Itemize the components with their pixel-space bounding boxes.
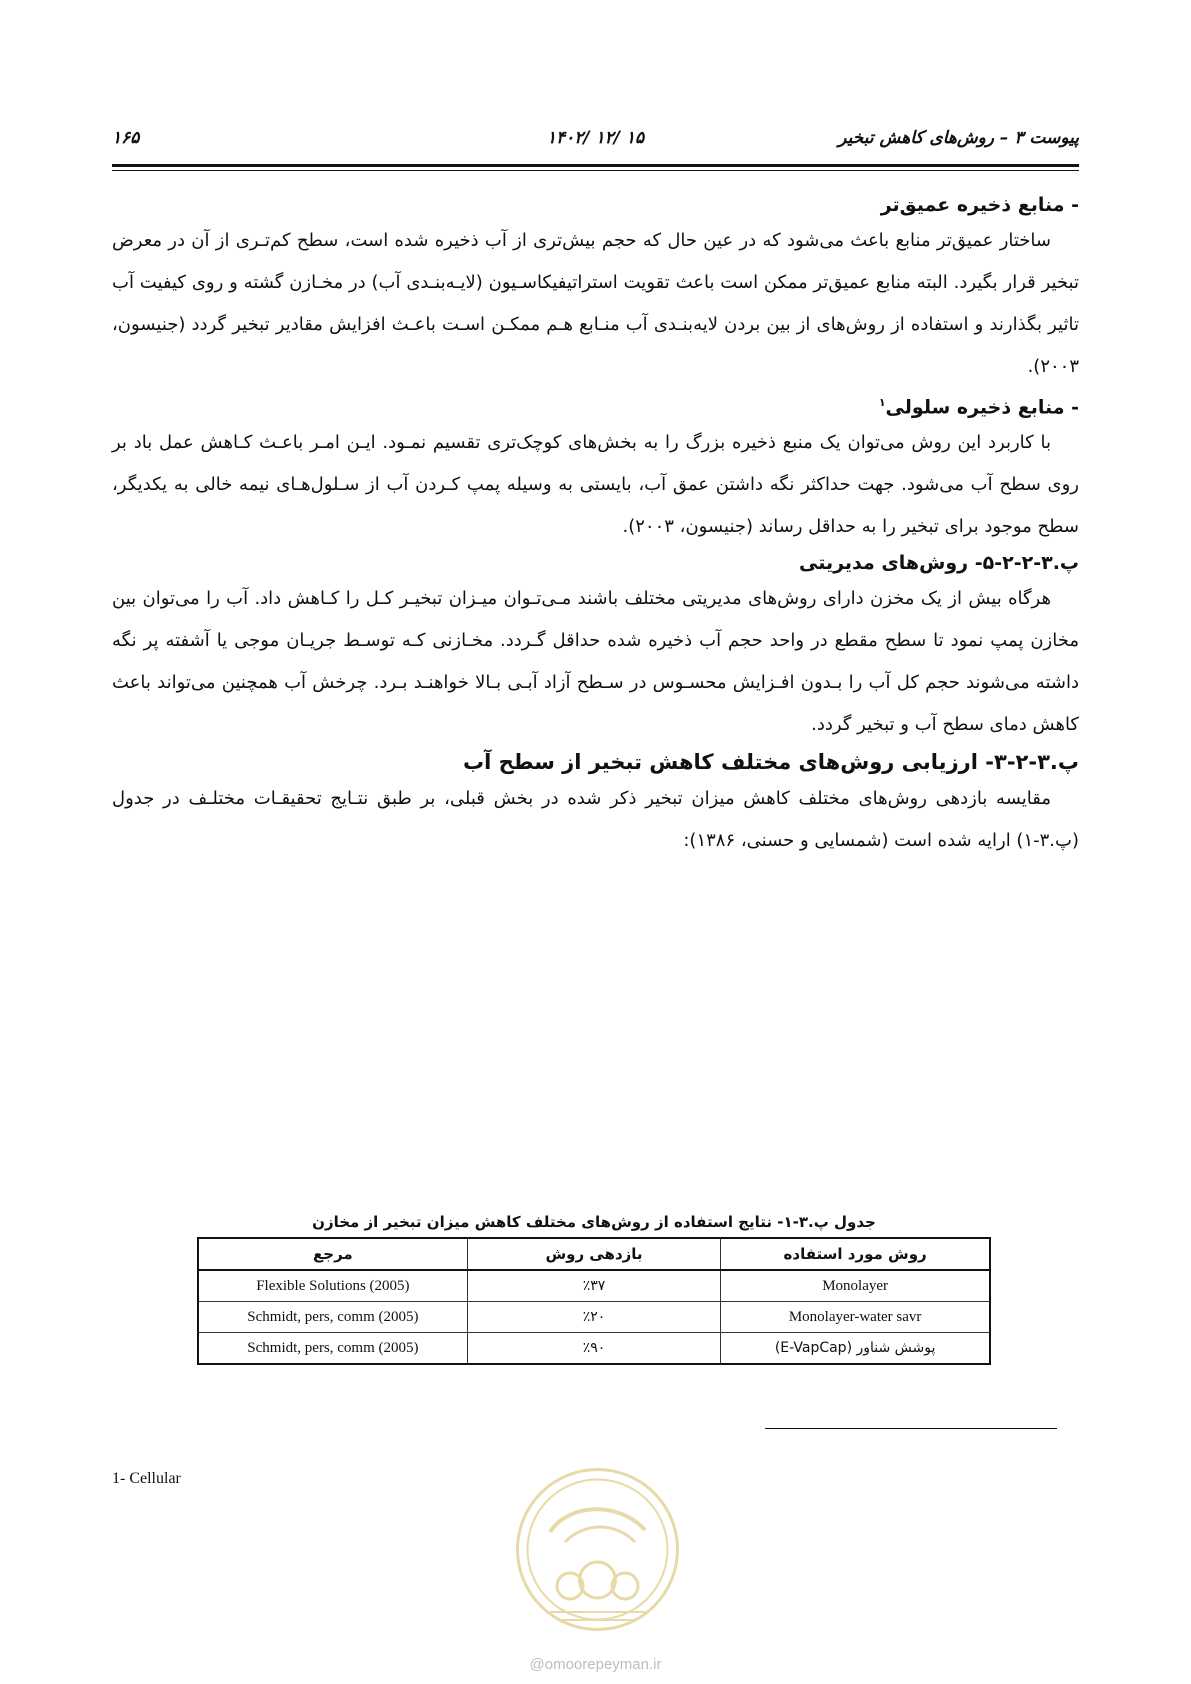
cell-method: Monolayer-water savr: [721, 1302, 990, 1333]
header-efficiency: بازدهی روش: [467, 1238, 720, 1270]
table-row: [198, 1333, 990, 1365]
heading-management-methods: پ.۳-۲-۲-۵- روش‌های مدیریتی: [798, 552, 1079, 575]
heading-evaluation: پ.۳-۲-۳- ارزیابی روش‌های مختلف کاهش تبخیر از سطح آب: [462, 750, 1079, 775]
paragraph-management-methods: هرگاه بیش از یک مخزن دارای روش‌های مدیریتی مختلف باشند مـی‌تـوان میـزان تبخیـر کـل را کـاهش داد. آب را می‌توان بین مخازن پمپ نمود تا سطح مقطع در واحد حجم آب ذخیره شده حداقل گـردد. مخـازنی کـه توسـط جریـان موجی یا آشفته پر نگه داشته می‌شوند حجم کل آب را بـدون افـزایش محسـوس در سـطح آزاد آبـی بـالا خواهنـد بـرد. چرخش آب همچنین می‌تواند باعث کاهش دمای سطح آب و تبخیر گردد.: [112, 588, 1079, 736]
cell-method: پوشش شناور (E-VapCap): [721, 1333, 990, 1365]
header-method: روش مورد استفاده: [721, 1238, 990, 1270]
page-header: [112, 128, 1079, 154]
watermark-site: @omoorepeyman.ir: [529, 1656, 662, 1673]
paragraph-deep-storage: ساختار عمیق‌تر منابع باعث می‌شود که در عین حال که حجم بیش‌تری از آب ذخیره شده است، سطح کم‌تـری از آن در معرض تبخیر قرار بگیرد. البته منابع عمیق‌تر ممکن است باعث تقویت استراتیفیکاسـیون (لایـه‌بنـدی آب) در مخـازن گشته و روی کیفیت آب تاثیر بگذارند و استفاده از روش‌های از بین بردن لایه‌بنـدی آب منـابع هـم ممکـن اسـت باعـث افزایش مقادیر تبخیر گردد (جنیسون، ۲۰۰۳).: [112, 230, 1079, 377]
table-header-row: [198, 1238, 990, 1270]
table-caption: جدول پ.۳-۱- نتایج استفاده از روش‌های مختلف کاهش میزان تبخیر از مخازن: [312, 1213, 876, 1231]
header-rule-thick: [112, 164, 1079, 167]
results-table: [197, 1237, 991, 1365]
paragraph-evaluation: مقایسه بازدهی روش‌های مختلف کاهش میزان تبخیر ذکر شده در بخش قبلی، بر طبق نتـایج تحقیقـات مختلـف در جدول (پ.۳-۱) ارایه شده است (شمسایی و حسنی، ۱۳۸۶):: [112, 788, 1079, 852]
header-date: ۱۴۰۲/ ۱۲/ ۱۵: [546, 128, 645, 148]
cell-reference: Flexible Solutions (2005): [198, 1270, 467, 1302]
cell-reference: Schmidt, pers, comm (2005): [198, 1333, 467, 1365]
header-rule-thin: [112, 170, 1079, 171]
header-reference: مرجع: [198, 1238, 467, 1270]
heading-cellular-storage: - منابع ذخیره سلولی$^۱$: [878, 396, 1079, 419]
cell-efficiency: ٪۹۰: [467, 1333, 720, 1365]
footnote-mark: ۱: [878, 396, 886, 409]
cell-efficiency: ٪۲۰: [467, 1302, 720, 1333]
results-table-block: [197, 1213, 991, 1365]
paragraph-cellular-storage: با کاربرد این روش می‌توان یک منبع ذخیره بزرگ را به بخش‌های کوچک‌تری تقسیم نمـود. ایـن امـر باعـث کـاهش عمل باد بر روی سطح آب می‌شود. جهت حداکثر نگه داشتن عمق آب، بایستی به وسیله پمپ کـردن آب از سـلول‌هـای نیمه خالی به یکدیگر، سطح موجود برای تبخیر را به حداقل رساند (جنیسون، ۲۰۰۳).: [112, 432, 1079, 538]
table-row: [198, 1270, 990, 1302]
heading-deep-storage: - منابع ذخیره عمیق‌تر: [880, 194, 1079, 216]
page-number: ۱۶۵: [112, 128, 140, 148]
footnote-text: 1- Cellular: [112, 1470, 181, 1487]
cell-efficiency: ٪۳۷: [467, 1270, 720, 1302]
footnote-rule: [765, 1428, 1057, 1429]
page-content: [112, 190, 1079, 862]
cell-reference: Schmidt, pers, comm (2005): [198, 1302, 467, 1333]
cell-method: Monolayer: [721, 1270, 990, 1302]
watermark-seal-icon: [510, 1462, 685, 1637]
header-title: پیوست ۳ – روش‌های کاهش تبخیر: [838, 128, 1079, 148]
table-row: [198, 1302, 990, 1333]
